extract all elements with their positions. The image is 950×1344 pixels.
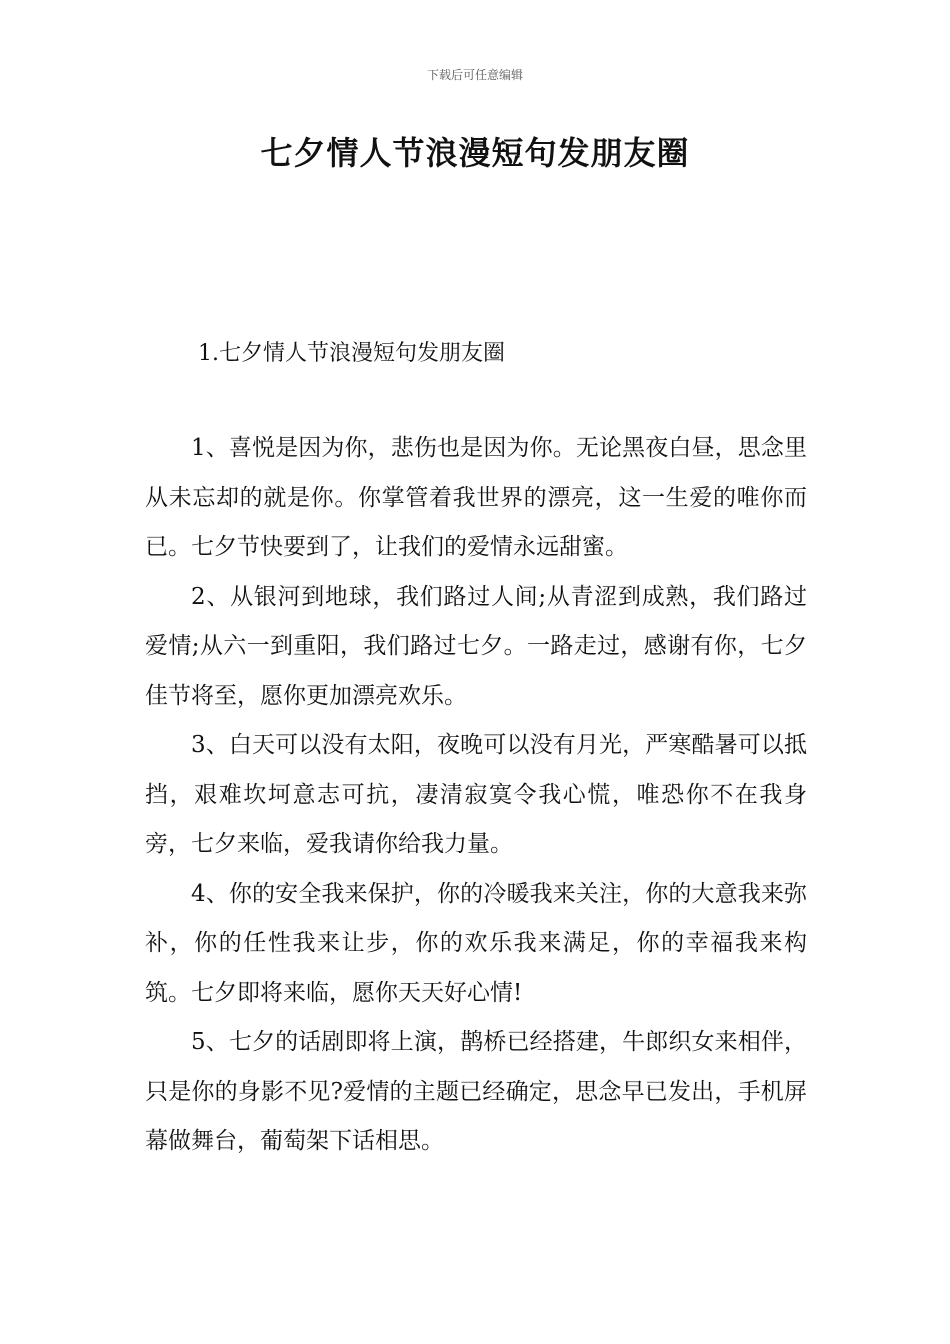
paragraph-3: 3、白天可以没有太阳，夜晚可以没有月光，严寒酷暑可以抵挡，艰难坎坷意志可抗，凄清寂寞令我心慌，唯恐你不在我身旁，七夕来临，爱我请你给我力量。 xyxy=(145,732,807,857)
paragraph-4: 4、你的安全我来保护，你的冷暖我来关注，你的大意我来弥补，你的任性我来让步，你的欢乐我来满足，你的幸福我来构筑。七夕即将来临，愿你天天好心情! xyxy=(145,880,807,1006)
paragraph-2: 2、从银河到地球，我们路过人间;从青涩到成熟，我们路过爱情;从六一到重阳，我们路过七夕。一路走过，感谢有你，七夕佳节将至，愿你更加漂亮欢乐。 xyxy=(145,583,807,709)
header-note: 下载后可任意编辑 xyxy=(426,68,523,82)
document-title: 七夕情人节浪漫短句发朋友圈 xyxy=(260,134,690,172)
body-text xyxy=(145,424,807,1167)
paragraph-5: 5、七夕的话剧即将上演，鹊桥已经搭建，牛郎织女来相伴，只是你的身影不见?爱情的主题已经确定，思念早已发出，手机屏幕做舞台，葡萄架下话相思。 xyxy=(145,1029,807,1154)
paragraph-1: 1、喜悦是因为你，悲伤也是因为你。无论黑夜白昼，思念里从未忘却的就是你。你掌管着我世界的漂亮，这一生爱的唯你而已。七夕节快要到了，让我们的爱情永远甜蜜。 xyxy=(145,435,807,560)
section-heading: 1.七夕情人节浪漫短句发朋友圈 xyxy=(198,341,505,366)
